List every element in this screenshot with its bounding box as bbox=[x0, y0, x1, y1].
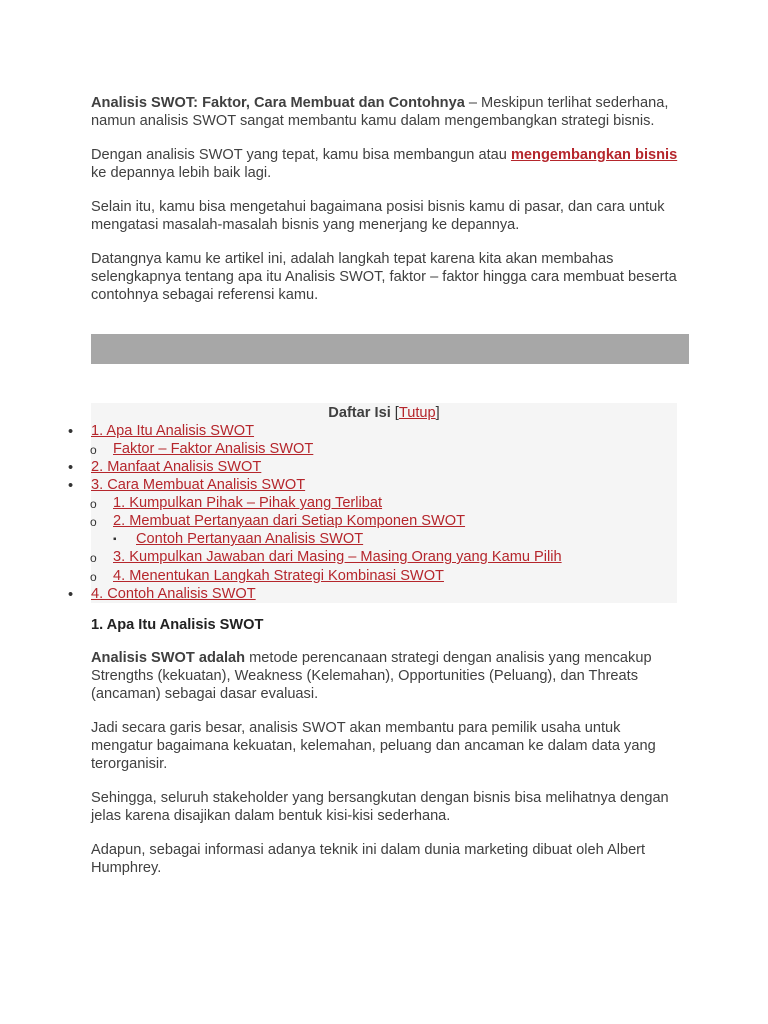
gray-banner bbox=[91, 334, 689, 364]
circle-bullet-icon: o bbox=[90, 570, 97, 584]
section-heading: 1. Apa Itu Analisis SWOT bbox=[91, 617, 264, 633]
article-title: Analisis SWOT: Faktor, Cara Membuat dan Contohnya bbox=[91, 95, 465, 111]
toc-bracket: ] bbox=[435, 405, 440, 421]
intro-paragraph-2 bbox=[91, 146, 691, 182]
toc-link[interactable]: 2. Membuat Pertanyaan dari Setiap Komponen SWOT bbox=[113, 513, 466, 529]
toc-item[interactable] bbox=[113, 567, 444, 585]
intro-paragraph-4: Datangnya kamu ke artikel ini, adalah langkah tepat karena kita akan membahas selengkapnya tentang apa itu Analisis SWOT, faktor – faktor hingga cara membuat beserta contohnya sebagai referensi kamu. bbox=[91, 251, 677, 303]
intro-paragraph-1 bbox=[91, 94, 691, 130]
section-paragraph-4: Adapun, sebagai informasi adanya teknik ini dalam dunia marketing dibuat oleh Albert Humphrey. bbox=[91, 842, 646, 876]
toc-link[interactable]: 4. Menentukan Langkah Strategi Kombinasi SWOT bbox=[113, 568, 444, 584]
toc-link[interactable]: Faktor – Faktor Analisis SWOT bbox=[113, 441, 314, 457]
toc-item[interactable] bbox=[91, 585, 256, 603]
intro-section bbox=[91, 94, 691, 320]
toc-item[interactable] bbox=[113, 512, 465, 530]
definition-term: Analisis SWOT adalah bbox=[91, 650, 246, 666]
toc-item[interactable] bbox=[113, 548, 562, 566]
section-paragraph-1 bbox=[91, 649, 686, 703]
toc-bracket: [ bbox=[390, 405, 399, 421]
intro-text: ke depannya lebih baik lagi. bbox=[91, 165, 272, 181]
bullet-icon: • bbox=[68, 460, 74, 476]
toc-item[interactable] bbox=[91, 476, 305, 494]
toc-link[interactable]: Contoh Pertanyaan Analisis SWOT bbox=[136, 531, 364, 547]
circle-bullet-icon: o bbox=[90, 443, 97, 457]
intro-paragraph-3: Selain itu, kamu bisa mengetahui bagaimana posisi bisnis kamu di pasar, dan cara untuk mengatasi masalah-masalah bisnis yang menerjang ke depannya. bbox=[91, 199, 665, 233]
toc-title bbox=[91, 404, 677, 422]
toc-item[interactable] bbox=[113, 440, 313, 458]
circle-bullet-icon: o bbox=[90, 551, 97, 565]
toc-link[interactable]: 1. Kumpulkan Pihak – Pihak yang Terlibat bbox=[113, 495, 383, 511]
circle-bullet-icon: o bbox=[90, 497, 97, 511]
intro-text: Dengan analisis SWOT yang tepat, kamu bisa membangun atau bbox=[91, 147, 511, 163]
toc-link[interactable]: 2. Manfaat Analisis SWOT bbox=[91, 459, 262, 475]
definition-text: metode perencanaan strategi dengan analisis yang mencakup Strengths (kekuatan), Weakness (Kelemahan), Opportunities (Peluang), dan Threats (ancaman) sebagai dasar evaluasi. bbox=[91, 650, 652, 702]
toc-item[interactable] bbox=[136, 530, 363, 548]
toc-item[interactable] bbox=[113, 494, 382, 512]
toc-toggle-link[interactable]: Tutup bbox=[398, 405, 436, 421]
link-mengembangkan-bisnis[interactable]: mengembangkan bisnis bbox=[510, 147, 678, 163]
circle-bullet-icon: o bbox=[90, 515, 97, 529]
bullet-icon: • bbox=[68, 424, 74, 440]
section-paragraph-3: Sehingga, seluruh stakeholder yang bersangkutan dengan bisnis bisa melihatnya dengan jelas karena disajikan dalam bentuk kisi-kisi sederhana. bbox=[91, 790, 669, 824]
square-bullet-icon: ▪ bbox=[113, 534, 117, 545]
section-paragraph-2: Jadi secara garis besar, analisis SWOT akan membantu para pemilik usaha untuk mengatur bagaimana kekuatan, kelemahan, peluang dan ancaman ke dalam data yang terorganisir. bbox=[91, 720, 656, 772]
toc-title-text: Daftar Isi bbox=[328, 405, 391, 421]
toc-item[interactable] bbox=[91, 422, 254, 440]
toc-link[interactable]: 3. Kumpulkan Jawaban dari Masing – Masing Orang yang Kamu Pilih bbox=[113, 549, 562, 565]
toc-link[interactable]: 4. Contoh Analisis SWOT bbox=[91, 586, 256, 602]
bullet-icon: • bbox=[68, 587, 74, 603]
section-body bbox=[91, 649, 686, 893]
toc-link[interactable]: 1. Apa Itu Analisis SWOT bbox=[91, 423, 255, 439]
toc-link[interactable]: 3. Cara Membuat Analisis SWOT bbox=[91, 477, 306, 493]
bullet-icon: • bbox=[68, 478, 74, 494]
intro-text: – Meskipun terlihat sederhana, namun analisis SWOT sangat membantu kamu dalam mengembangkan strategi bisnis. bbox=[91, 95, 669, 129]
toc-item[interactable] bbox=[91, 458, 261, 476]
